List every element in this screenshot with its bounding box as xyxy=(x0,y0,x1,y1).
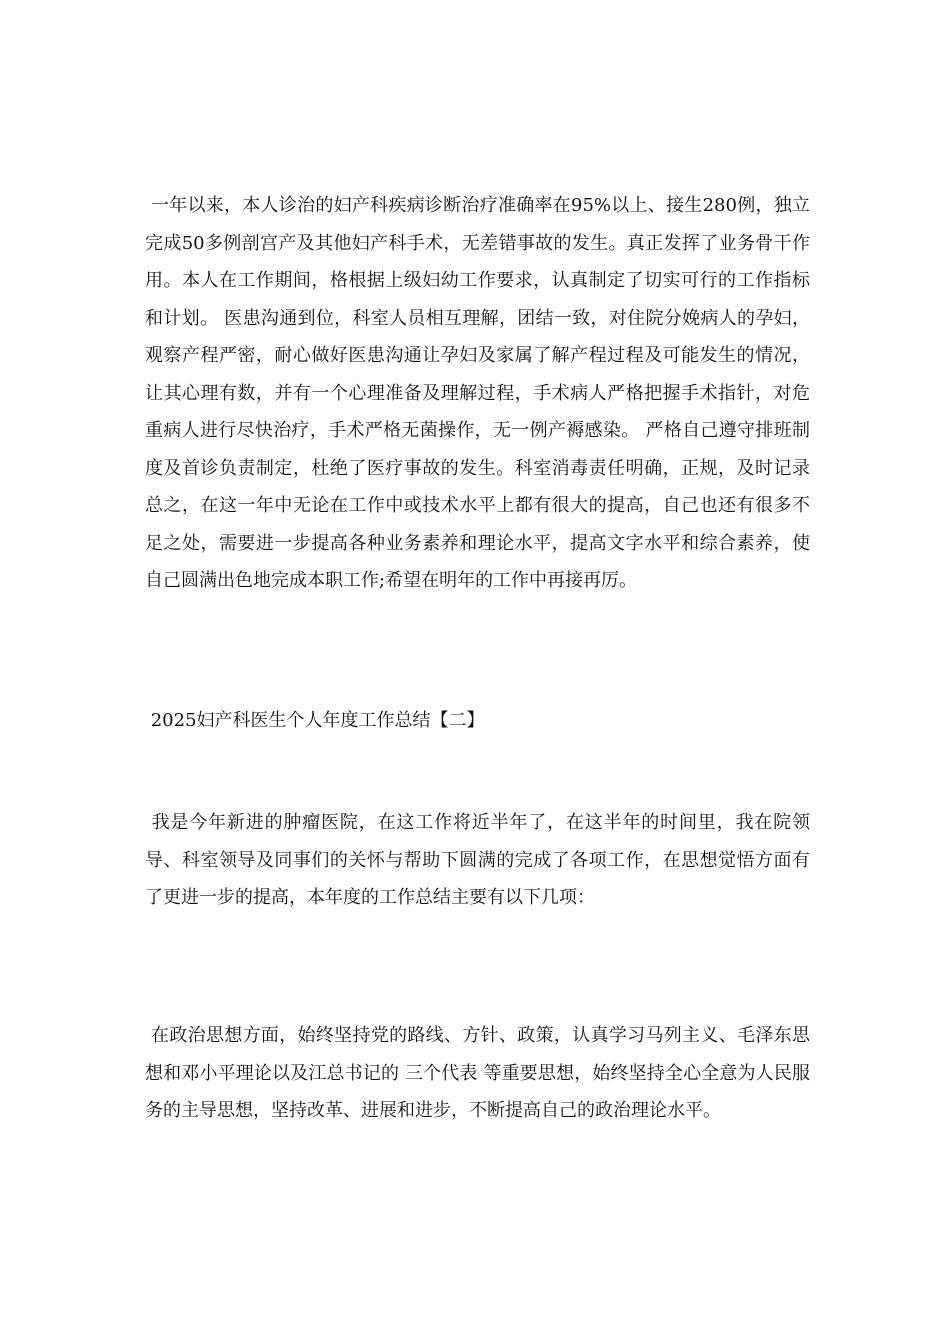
body-paragraph-1: 一年以来，本人诊治的妇产科疾病诊断治疗准确率在95%以上、接生280例，独立完成50多例剖宫产及其他妇产科手术，无差错事故的发生。真正发挥了业务骨干作用。本人在工作期间，格根据上级妇幼工作要求，认真制定了切实可行的工作指标和计划。 医患沟通到位，科室人员相互理解，团结一致，对住院分娩病人的孕妇，观察产程严密，耐心做好医患沟通让孕妇及家属了解产程过程及可能发生的情况，让其心理有数，并有一个心理准备及理解过程，手术病人严格把握手术指针，对危重病人进行尽快治疗，手术严格无菌操作，无一例产褥感染。 严格自己遵守排班制度及首诊负责制定，杜绝了医疗事故的发生。科室消毒责任明确，正规，及时记录 总之，在这一年中无论在工作中或技术水平上都有很大的提高，自己也还有很多不足之处，需要进一步提高各种业务素养和理论水平，提高文字水平和综合素养，使自己圆满出色地完成本职工作;希望在明年的工作中再接再厉。 xyxy=(145,195,816,591)
body-paragraph-3: 在政治思想方面，始终坚持党的路线、方针、政策，认真学习马列主义、毛泽东思想和邓小平理论以及江总书记的 三个代表 等重要思想，始终坚持全心全意为人民服务的主导思想，坚持改革、进展和进步，不断提高自己的政治理论水平。 xyxy=(145,1025,810,1121)
section-heading: 2025妇产科医生个人年度工作总结【二】 xyxy=(145,710,485,731)
body-paragraph-2: 我是今年新进的肿瘤医院，在这工作将近半年了，在这半年的时间里，我在院领导、科室领导及同事们的关怀与帮助下圆满的完成了各项工作，在思想觉悟方面有了更进一步的提高，本年度的工作总结主要有以下几项： xyxy=(145,812,810,908)
